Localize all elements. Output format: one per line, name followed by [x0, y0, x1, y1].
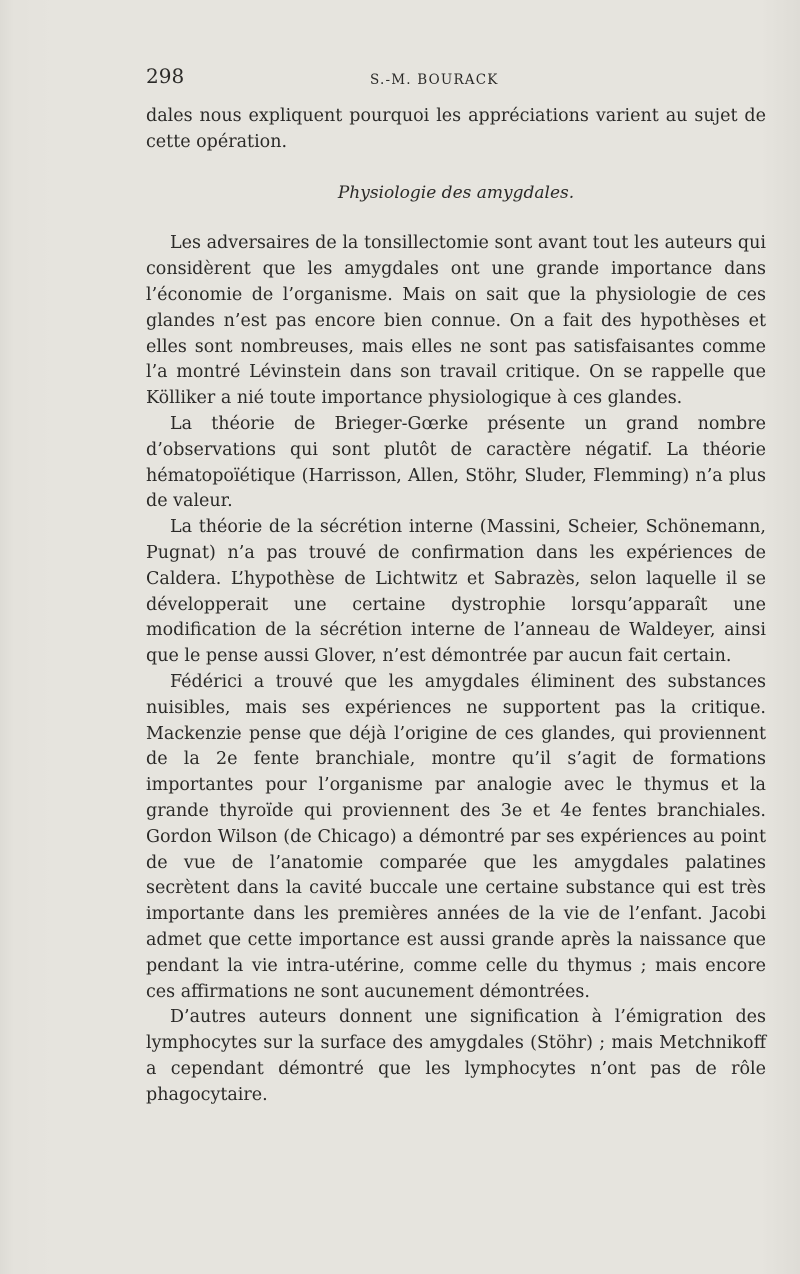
running-head — [146, 64, 766, 94]
running-title: S.-M. BOURACK — [370, 72, 499, 88]
page-number: 298 — [146, 64, 185, 88]
paragraph: La théorie de la sécrétion interne (Massini, Scheier, Schönemann, Pugnat) n’a pas trouvé de confirmation dans les expériences de Caldera. L’hypothèse de Lichtwitz et Sabrazès, selon laquelle il se développerait une certaine dystrophie lorsqu’apparaît une modification de la sécrétion interne de l’anneau de Waldeyer, ainsi que le pense aussi Glover, n’est démontrée par aucun fait certain. — [146, 517, 766, 667]
paragraph: Fédérici a trouvé que les amygdales éliminent des substances nuisibles, mais ses expériences ne supportent pas la critique. Mackenzie pense que déjà l’origine de ces glandes, qui proviennent de la 2e fente branchiale, montre qu’il s’agit de formations importantes pour l’organisme par analogie avec le thymus et la grande thyroïde qui proviennent des 3e et 4e fentes branchiales. Gordon Wilson (de Chicago) a démontré par ses expériences au point de vue de l’anatomie comparée que les amygdales palatines secrètent dans la cavité buccale une certaine substance qui est très importante dans les premières années de la vie de l’enfant. Jacobi admet que cette importance est aussi grande après la naissance que pendant la vie intra-utérine, comme celle du thymus ; mais encore ces affirmations ne sont aucunement démontrées. — [146, 671, 766, 1002]
body-text — [146, 104, 766, 1108]
paragraph: D’autres auteurs donnent une signification à l’émigration des lymphocytes sur la surface des amygdales (Stöhr) ; mais Metchnikoff a cependant démontré que les lymphocytes n’ont pas de rôle phagocytaire. — [146, 1007, 766, 1105]
paragraph: La théorie de Brieger-Gœrke présente un grand nombre d’observations qui sont plutôt de caractère négatif. La théorie hématopoïétique (Harrisson, Allen, Stöhr, Sluder, Flemming) n’a plus de valeur. — [146, 413, 766, 512]
paragraph: Les adversaires de la tonsillectomie sont avant tout les auteurs qui considèrent que les amygdales ont une grande importance dans l’économie de l’organisme. Mais on sait que la physiologie de ces glandes n’est pas encore bien connue. On a fait des hypothèses et elles sont nombreuses, mais elles ne sont pas satisfaisantes comme l’a montré Lévinstein dans son travail critique. On se rappelle que Kölliker a nié toute importance physiologique à ces glandes. — [146, 233, 766, 409]
section-title: Physiologie des amygdales. — [337, 182, 575, 203]
lead-paragraph: dales nous expliquent pourquoi les appréciations varient au sujet de cette opération. — [146, 106, 766, 152]
